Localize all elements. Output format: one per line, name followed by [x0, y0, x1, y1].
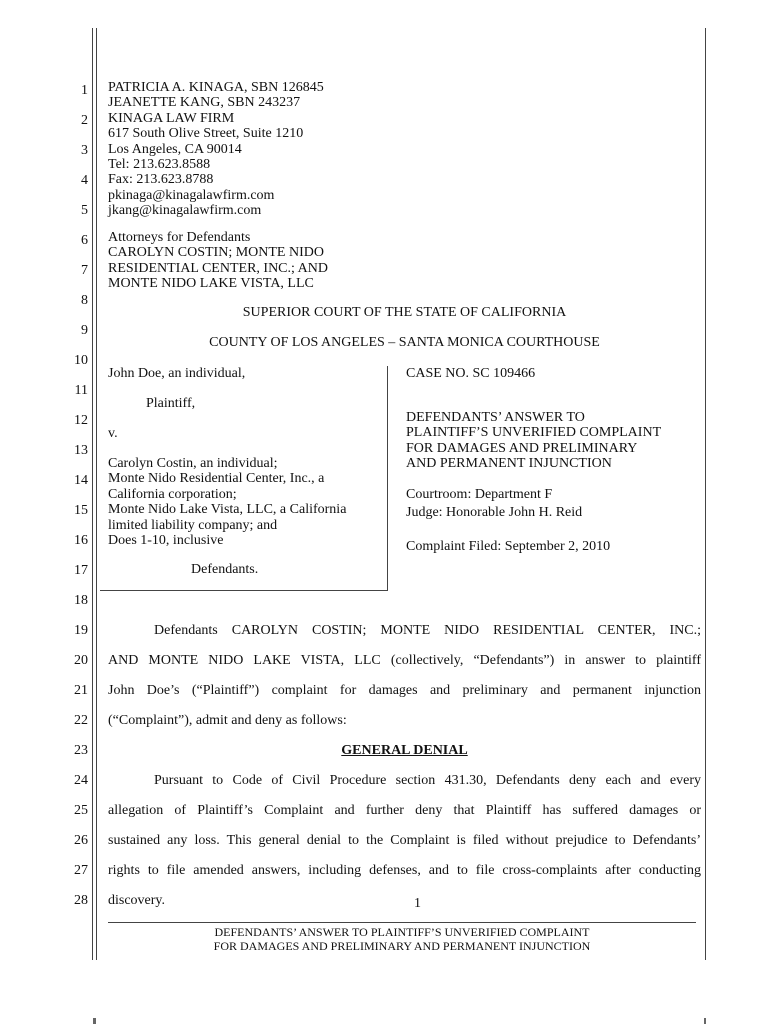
document-title-line: AND PERMANENT INJUNCTION [406, 456, 612, 472]
defendant-line: limited liability company; and [108, 517, 278, 533]
attorney-line: Fax: 213.623.8788 [108, 172, 214, 188]
attorney-line: Tel: 213.623.8588 [108, 157, 211, 173]
line-number: 7 [81, 263, 88, 278]
case-number: CASE NO. SC 109466 [406, 366, 536, 381]
body-line: Defendants CAROLYN COSTIN; MONTE NIDO RESIDENTIAL CENTER, INC.; [154, 623, 701, 638]
attorneys-for-line: CAROLYN COSTIN; MONTE NIDO [108, 245, 324, 261]
defendants-list [108, 456, 346, 548]
footer-line: DEFENDANTS’ ANSWER TO PLAINTIFF’S UNVERIFIED COMPLAINT [214, 925, 590, 939]
line-number: 16 [74, 533, 88, 548]
line-number: 28 [74, 893, 88, 908]
versus: v. [108, 426, 118, 441]
document-title-line: PLAINTIFF’S UNVERIFIED COMPLAINT [406, 425, 662, 441]
left-margin-rule-outer [92, 28, 93, 960]
bottom-tick-left [93, 1018, 96, 1024]
attorney-line: Los Angeles, CA 90014 [108, 141, 242, 157]
caption-bottom-rule [100, 590, 388, 591]
line-number: 17 [74, 563, 88, 578]
line-number: 5 [81, 203, 88, 218]
body-line: Pursuant to Code of Civil Procedure section 431.30, Defendants deny each and every [154, 773, 701, 788]
defendant-line: Monte Nido Lake Vista, LLC, a California [108, 502, 347, 518]
line-number: 19 [74, 623, 88, 638]
line-number: 14 [74, 473, 88, 488]
plaintiff-role: Plaintiff, [146, 396, 196, 411]
attorneys-for-line: RESIDENTIAL CENTER, INC.; AND [108, 260, 328, 276]
line-number: 18 [74, 593, 88, 608]
body-line: AND MONTE NIDO LAKE VISTA, LLC (collectively, “Defendants”) in answer to plaintiff [108, 653, 701, 668]
line-number: 24 [74, 773, 88, 788]
document-title-line: DEFENDANTS’ ANSWER TO [406, 410, 585, 425]
line-number: 26 [74, 833, 88, 848]
line-number: 12 [74, 413, 88, 428]
caption-divider [387, 366, 388, 590]
attorneys-for-block [108, 230, 328, 292]
body-line: (“Complaint”), admit and deny as follows: [108, 713, 347, 728]
line-number: 23 [74, 743, 88, 758]
line-number: 11 [74, 383, 88, 398]
attorneys-for-line: MONTE NIDO LAKE VISTA, LLC [108, 276, 314, 292]
line-number: 15 [74, 503, 88, 518]
page-number: 1 [414, 896, 421, 911]
plaintiff-name: John Doe, an individual, [108, 366, 246, 381]
courtroom: Courtroom: Department F [406, 487, 553, 502]
attorney-line: JEANETTE KANG, SBN 243237 [108, 95, 301, 111]
attorneys-for-line: Attorneys for Defendants [108, 230, 251, 245]
body-line: John Doe’s (“Plaintiff”) complaint for damages and preliminary and permanent injunction [108, 683, 701, 698]
document-title-line: FOR DAMAGES AND PRELIMINARY [406, 440, 638, 456]
court-county: COUNTY OF LOS ANGELES – SANTA MONICA COURTHOUSE [209, 335, 600, 350]
judge: Judge: Honorable John H. Reid [406, 505, 583, 520]
line-number: 20 [74, 653, 88, 668]
line-number: 2 [81, 113, 88, 128]
body-line: sustained any loss. This general denial to the Complaint is filed without prejudice to Defendants’ [108, 833, 701, 848]
section-heading: GENERAL DENIAL [341, 743, 468, 758]
defendants-role: Defendants. [191, 562, 259, 577]
line-number: 25 [74, 803, 88, 818]
footer-rule [108, 922, 696, 923]
left-margin-rule-inner [96, 28, 97, 960]
line-number: 27 [74, 863, 88, 878]
line-number: 10 [74, 353, 88, 368]
line-number: 13 [74, 443, 88, 458]
defendant-line: Carolyn Costin, an individual; [108, 456, 278, 471]
attorney-line: PATRICIA A. KINAGA, SBN 126845 [108, 80, 324, 95]
document-title [406, 410, 661, 472]
bottom-tick-right [704, 1018, 706, 1024]
line-number: 1 [81, 83, 88, 98]
line-number: 6 [81, 233, 88, 248]
line-number: 8 [81, 293, 88, 308]
footer-line: FOR DAMAGES AND PRELIMINARY AND PERMANENT INJUNCTION [213, 939, 591, 953]
body-line: discovery. [108, 893, 166, 908]
attorney-line: pkinaga@kinagalawfirm.com [108, 187, 275, 203]
defendant-line: California corporation; [108, 486, 237, 502]
right-margin-rule [705, 28, 706, 960]
body-line: allegation of Plaintiff’s Complaint and further deny that Plaintiff has suffered damages or [108, 803, 701, 818]
defendant-line: Monte Nido Residential Center, Inc., a [108, 471, 325, 487]
line-number: 22 [74, 713, 88, 728]
line-number: 9 [81, 323, 88, 338]
attorney-block [108, 80, 324, 219]
attorney-line: 617 South Olive Street, Suite 1210 [108, 126, 304, 142]
court-name: SUPERIOR COURT OF THE STATE OF CALIFORNIA [242, 305, 567, 320]
line-number: 4 [81, 173, 88, 188]
body-line: rights to file amended answers, including defenses, and to file cross-complaints after conducting [108, 863, 701, 878]
line-number: 21 [74, 683, 88, 698]
complaint-filed: Complaint Filed: September 2, 2010 [406, 539, 611, 554]
line-number: 3 [81, 143, 88, 158]
attorney-line: jkang@kinagalawfirm.com [108, 203, 262, 219]
defendant-line: Does 1-10, inclusive [108, 533, 224, 549]
attorney-line: KINAGA LAW FIRM [108, 110, 235, 126]
